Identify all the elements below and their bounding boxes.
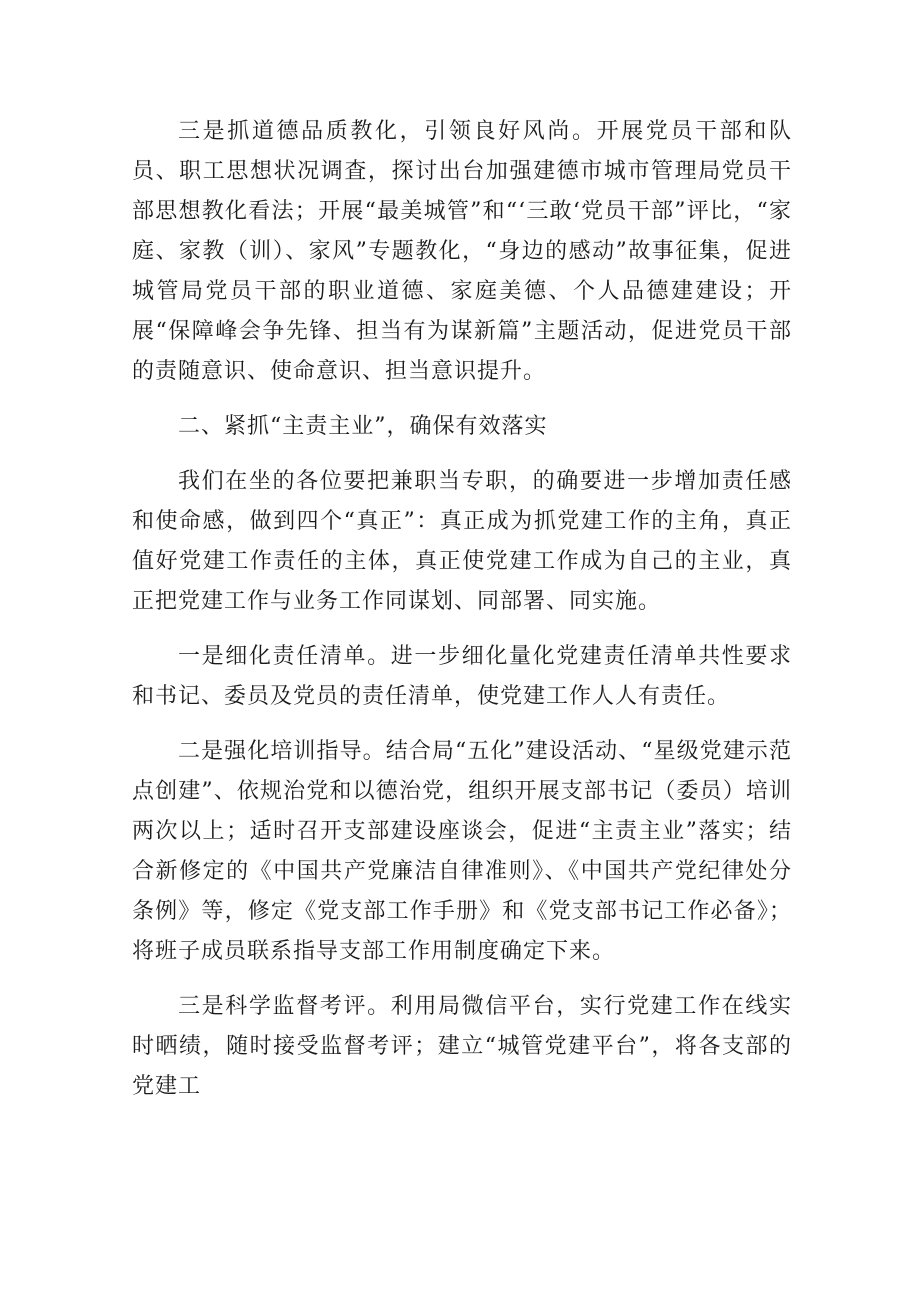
paragraph-four-truly: 我们在坐的各位要把兼职当专职，的确要进一步增加责任感和使命感，做到四个“真正”：真正成为抓党建工作的主角，真正值好党建工作责任的主体，真正使党建工作成为自己的主业，真正把党建工作与业务工作同谋划、同部署、同实施。 xyxy=(132,469,792,614)
paragraph-training-guidance: 二是强化培训指导。结合局“五化”建设活动、“星级党建示范点创建”、依规治党和以德治党，组织开展支部书记（委员）培训两次以上；适时召开支部建设座谈会，促进“主责主业”落实；结合新修定的《中国共产党廉洁自律准则》、《中国共产党纪律处分条例》等，修定《党支部工作手册》和《党支部书记工作必备》；将班子成员联系指导支部工作用制度确定下来。 xyxy=(132,739,792,964)
section-heading-main-responsibility: 二、紧抓“主责主业”，确保有效落实 xyxy=(178,414,548,439)
paragraph-responsibility-list: 一是细化责任清单。进一步细化量化党建责任清单共性要求和书记、委员及党员的责任清单，使党建工作人人有责任。 xyxy=(132,644,792,709)
document-body xyxy=(132,112,792,1122)
paragraph-moral-education: 三是抓道德品质教化，引领良好风尚。开展党员干部和队员、职工思想状况调査，探讨出台加强建德市城市管理局党员干部思想教化看法；开展“最美城管”和“‘三敢‘党员干部”评比，“家庭、家教（训）、家风”专题教化，“身边的感动”故事征集，促进城管局党员干部的职业道德、家庭美德、个人品德建建设；开展“保障峰会争先锋、担当有为谋新篇”主题活动，促进党员干部的责随意识、使命意识、担当意识提升。 xyxy=(132,119,792,384)
paragraph-supervision-evaluation: 三是科学监督考评。利用局微信平台，实行党建工作在线实时晒绩，随时接受监督考评；建立“城管党建平台”，将各支部的党建工 xyxy=(132,994,792,1099)
